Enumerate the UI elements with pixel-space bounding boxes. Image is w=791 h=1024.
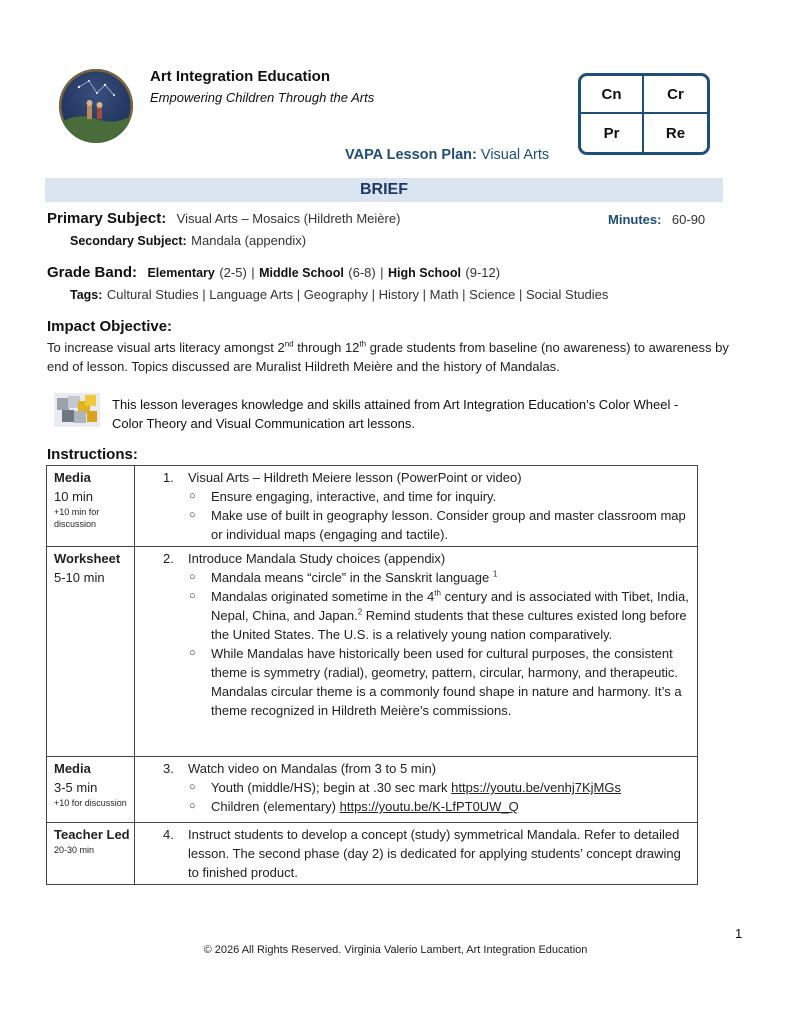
row-content-cell [135,757,698,823]
grade-band [47,264,500,282]
item-number: 4. [163,827,174,842]
item-text: Introduce Mandala Study choices (appendix) [188,551,446,566]
bullet-icon: ○ [189,590,196,602]
logo-image [59,69,133,143]
row-title: Teacher Led [54,827,130,842]
bullet-icon: ○ [189,571,196,583]
secondary-subject-value: Mandala (appendix) [191,233,307,248]
list-item [135,825,689,882]
grade-middle-range: (6-8) [348,265,376,280]
row-time: 20-30 min [54,845,95,855]
primary-subject-value: Visual Arts – Mosaics (Hildreth Meière) [176,211,401,226]
table-row [47,466,698,547]
sub-item [135,587,689,644]
standards-grid [578,73,710,155]
impact-heading: Impact Objective: [47,318,173,335]
sub-item-text: While Mandalas have historically been used for cultural purposes, the consistent theme is symmetry (radial), geometry, pattern, circular, harmony, and therapeutic. Mandalas circular theme is a commonly found shape in nature and harmony. It’s a theme recognized in Hildreth Meière’s commissions. [211,646,682,718]
item-number: 1. [163,470,174,485]
sub-item-text: century and is associated with Tibet, India, Nepal, China, and Japan. [211,589,689,623]
table-row [47,547,698,757]
list-item [135,759,689,778]
item-number: 2. [163,551,174,566]
row-content-cell [135,466,698,547]
vapa-heading [345,147,549,163]
sub-item-text: Make use of built in geography lesson. Consider group and master classroom map or individual maps (engaging and tactile). [211,508,686,542]
bullet-icon: ○ [189,800,196,812]
sub-item-text: Mandala means “circle” in the Sanskrit language [211,570,493,585]
grid-cell-re: Re [665,124,686,142]
impact-text-part: through 12 [293,340,360,355]
org-tagline: Empowering Children Through the Arts [150,90,375,105]
item-text: Visual Arts – Hildreth Meiere lesson (PowerPoint or video) [188,470,522,485]
grade-high-range: (9-12) [465,265,501,280]
grade-high: High School [388,266,461,280]
footer-copyright: © 2026 All Rights Reserved. Virginia Valerio Lambert, Art Integration Education [203,944,588,956]
row-extra: +10 min for discussion [54,507,100,529]
row-content-cell [135,547,698,757]
row-time: 10 min [54,489,94,504]
table-row [47,823,698,885]
bullet-icon: ○ [189,781,196,793]
impact-text-part: grade students from baseline (no awareness) to awareness by end of lesson. Topics discussed are Muralist Hildreth Meière and the history of Mandalas. [47,340,729,374]
grade-separator: | [380,265,384,280]
sub-item-text: Youth (middle/HS); begin at .30 sec mark [211,780,452,795]
row-title: Media [54,470,91,485]
item-text: Watch video on Mandalas (from 3 to 5 min) [188,761,437,776]
row-content-cell [135,823,698,885]
leverage-note: This lesson leverages knowledge and skills attained from Art Integration Education’s Color Wheel - Color Theory and Visual Communication art lessons. [112,397,679,431]
item-text: Instruct students to develop a concept (study) symmetrical Mandala. Refer to detailed lesson. The second phase (day 2) is dedicated for applying students’ concept drawing to finished product. [188,827,681,880]
grid-cell-cr: Cr [644,76,707,114]
row-time: 3-5 min [54,780,98,795]
grade-middle: Middle School [259,266,344,280]
secondary-subject [70,232,306,250]
sub-item [135,487,689,506]
sub-item [135,506,689,544]
list-item [135,468,689,487]
instructions-table [46,465,698,885]
minutes-label: Minutes: [608,212,662,227]
children-video-link[interactable]: https://youtu.be/K-LfPT0UW_Q [339,799,519,814]
row-label-cell [47,466,135,547]
grade-elementary: Elementary [147,266,215,280]
table-row [47,757,698,823]
row-label-cell [47,547,135,757]
footnote-ref: 1 [492,569,498,579]
bullet-icon: ○ [189,647,196,659]
youth-video-link[interactable]: https://youtu.be/venhj7KjMGs [451,780,621,795]
impact-text [47,338,737,376]
ordinal-sup: th [434,588,441,598]
sub-item-text: Children (elementary) [211,799,340,814]
grade-band-label: Grade Band: [47,264,138,281]
page-number: 1 [735,926,743,941]
minutes [608,211,705,229]
grade-separator: | [251,265,255,280]
instructions-heading: Instructions: [47,446,138,463]
primary-subject-label: Primary Subject: [47,210,167,227]
sub-item-text: Ensure engaging, interactive, and time for inquiry. [211,489,497,504]
vapa-label: VAPA Lesson Plan: [345,147,477,163]
secondary-subject-label: Secondary Subject: [70,234,187,248]
sub-item-text: Mandalas originated sometime in the 4 [211,589,435,604]
tags-label: Tags: [70,288,103,302]
sub-item [135,568,689,587]
org-name: Art Integration Education [150,68,330,85]
footnote-ref: 2 [357,607,363,617]
puzzle-icon [54,393,100,427]
grid-cell-cn: Cn [581,76,644,114]
brief-banner [45,178,723,202]
list-item [135,549,689,568]
bullet-icon: ○ [189,509,196,521]
item-number: 3. [163,761,174,776]
row-label-cell [47,757,135,823]
minutes-value: 60-90 [671,212,706,227]
sub-item [135,797,689,816]
row-title: Worksheet [54,551,121,566]
grade-elementary-range: (2-5) [219,265,247,280]
row-label-cell [47,823,135,885]
sub-item [135,644,689,720]
tags [70,286,608,304]
primary-subject [47,210,400,228]
vapa-value: Visual Arts [480,147,550,163]
impact-sup: nd [284,339,294,349]
tags-value: Cultural Studies | Language Arts | Geography | History | Math | Science | Social Studies [106,287,609,302]
row-extra: +10 for discussion [54,798,127,808]
impact-sup: th [359,339,367,349]
bullet-icon: ○ [189,490,196,502]
impact-text-part: To increase visual arts literacy amongst 2 [47,340,285,355]
grid-cell-pr: Pr [581,114,644,152]
sub-item-text: Remind students that these cultures existed long before the United States. The U.S. is a relatively young nation comparatively. [211,608,687,642]
brief-title: BRIEF [360,181,408,198]
sub-item [135,778,689,797]
row-title: Media [54,761,91,776]
row-time: 5-10 min [54,570,105,585]
